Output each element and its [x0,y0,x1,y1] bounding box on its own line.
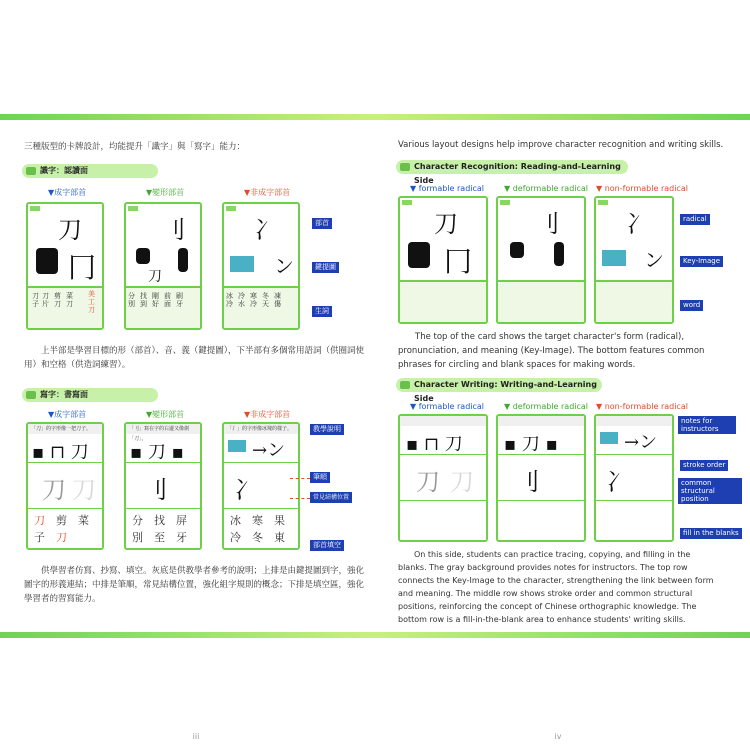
cell: 子 [34,531,45,544]
label-deformable: ▼ deformable radical [504,184,589,193]
tag-radical: 部首 [312,218,332,229]
writing-card [222,422,300,550]
word: 剪刀 [54,292,61,308]
label-nonformable: ▼ non-formable radical [596,402,688,411]
cell: 牙 [176,531,187,544]
card-radical: 冫 [626,210,650,238]
eye-icon [400,163,410,171]
tag-instructor-notes: notes for instructors [678,416,736,434]
card-radical: 刂 [162,216,186,244]
recognition-card [496,196,586,324]
word: 寒冷 [250,292,257,308]
ice-image [602,250,626,266]
card-words [224,286,298,328]
trace-character: 刀 [416,468,440,496]
word: 凍傷 [274,292,281,308]
word: 冷水 [238,292,245,308]
cell: 刀 [56,531,67,544]
cell: 屏 [176,514,187,527]
writing-card [398,414,488,542]
section-title: 寫字：書寫面 [40,390,88,399]
ice-image [228,440,246,452]
page-number: iii [192,732,200,741]
trace-character: 刂 [516,468,540,496]
fill-row [132,512,187,546]
word: 刀子 [32,292,39,308]
pencil-icon [26,391,36,399]
word: 剛好 [152,292,159,308]
label-deformable: ▼變形部首 [146,410,185,419]
cell: 菜 [78,514,89,527]
row-divider [224,462,298,463]
card-words [498,280,584,322]
section-title: Character Recognition: Reading-and-Learning Side [414,162,621,185]
tag-key-image: 鍵提圖 [312,262,339,273]
word: 刷牙 [176,292,183,308]
card-note [400,416,486,426]
card-tab [30,206,40,211]
card-words [126,286,200,328]
card-note: 「刂」寫在字的右邊又像劍「刀」。 [126,424,200,434]
fill-row [230,512,285,546]
recognition-card [26,202,104,330]
cell: 冬 [252,531,263,544]
recognition-card [594,196,674,324]
card-radical: 刂 [536,210,560,238]
card-character: 冂 [444,245,473,278]
label-deformable: ▼ deformable radical [504,402,589,411]
cell: 至 [154,531,165,544]
cell: 冷 [230,531,241,544]
word: 分別 [128,292,135,308]
top-row: →ン [624,432,658,453]
row-divider [224,508,298,509]
cell: 寒 [252,514,263,527]
left-para2: 供學習者仿寫、抄寫、填空。灰底是供教學者參考的說明；上排是由鍵提圖到字，強化圖字的形義連結；中排是筆順，常見結構位置，強化組字規則的概念；下排是填空區，強化學習者的習寫能力。 [24,566,365,604]
recognition-card [124,202,202,330]
card-words [28,286,102,328]
row-divider [28,508,102,509]
cell: 冰 [230,514,241,527]
right-intro: Various layout designs help improve character recognition and writing skills. [398,140,724,150]
row-divider [126,462,200,463]
card-tab [226,206,236,211]
tag-key-image: Key-Image [680,256,723,267]
row-divider [28,462,102,463]
recognition-card [222,202,300,330]
writing-card [124,422,202,550]
dash-line [290,478,310,479]
word: 冰冷 [226,292,233,308]
page-right [376,120,742,741]
tag-word: 生詞 [312,306,332,317]
row-divider [596,500,672,501]
cell: 別 [132,531,143,544]
cell: 東 [274,531,285,544]
right-section-recognition [396,160,628,185]
top-row: ▪ 刀 ▪ [504,434,558,455]
cleaver-image [36,248,58,274]
word: 前面 [164,292,171,308]
label-nonformable: ▼ non-formable radical [596,184,688,193]
card-words [400,280,486,322]
eye-icon [26,167,36,175]
tag-structure: 常見結構位置 [310,492,352,503]
card-tab [128,206,138,211]
cell: 剪 [56,514,67,527]
ice-image [230,256,254,272]
tag-fill-blank: fill in the blanks [680,528,742,539]
card-radical: 刀 [58,216,82,244]
card-character: ン [274,254,294,278]
left-para1: 上半部是學習目標的形（部首）、音、義（鍵提圖），下半部有多個常用語詞（供圈詞使用）和空格（供造詞練習）。 [24,346,365,370]
left-section-recognition [22,164,158,178]
cell: 刀 [34,514,45,527]
right-para1: The top of the card shows the target character's form (radical), pronunciation, and meaning (Key-Image). The bottom features common phrases for circling and blank spaces for making words. [398,332,705,370]
card-note: 「刀」的字形像一把刀子。 [28,424,102,434]
card-note [596,416,672,426]
writing-card [26,422,104,550]
trace-character: 冫 [606,468,630,496]
tag-radical: radical [680,214,710,225]
card-tab [500,200,510,205]
word: 找到 [140,292,147,308]
trace-character: 刀 [42,476,66,504]
card-radical: 冫 [254,216,278,244]
cleaver-image [554,242,564,266]
recognition-card [398,196,488,324]
label-nonformable: ▼非成字部首 [244,410,291,419]
row-divider [126,508,200,509]
section-title: 識字：認讀面 [40,166,88,175]
bottom-green-border [0,632,750,638]
label-deformable: ▼變形部首 [146,188,185,197]
row-divider [400,454,486,455]
top-row: ▪ ⊓ 刀 [406,434,463,455]
cell: 找 [154,514,165,527]
ice-image [600,432,618,444]
card-note [498,416,584,426]
tag-fill-blank: 部首填空 [310,540,344,551]
card-character: 冂 [68,251,97,284]
writing-card [594,414,674,542]
tag-instructor-notes: 教學說明 [310,424,344,435]
card-character: 刀 [148,269,162,285]
trace-character: 刂 [144,476,168,504]
right-para2: On this side, students can practice tracing, copying, and filling in the blanks. The gray background provides notes for instructors. The top row connects the Key-Image to the character, strengthening the link between form and meaning. The middle row shows stroke order and common structural positions, reinforcing the concept of Chinese orthographic knowledge. The bottom row is a fill-in-the-blank area to enhance students' writing skills. [398,550,714,624]
label-formable: ▼ formable radical [410,402,485,411]
row-divider [498,454,584,455]
card-note: 「冫」的字形像冰塊的樣子。 [224,424,298,434]
cleaver-image [408,242,430,268]
trace-character: 冫 [234,476,258,504]
card-tab [598,200,608,205]
card-tab [402,200,412,205]
cell: 果 [274,514,285,527]
row-divider [596,454,672,455]
tag-stroke-order: stroke order [680,460,728,471]
left-intro: 三種版型的卡牌設計，均能提升「識字」與「寫字」能力： [24,142,246,152]
cleaver-image [136,248,150,264]
cleaver-image [510,242,524,258]
word: 菜刀 [66,292,73,308]
row-divider [498,500,584,501]
tag-word: word [680,300,703,311]
section-title: Character Writing: Writing-and-Learning Side [414,380,597,403]
word: 冬天 [262,292,269,308]
word-red: 美工刀 [88,290,95,314]
dash-line [290,498,310,499]
left-section-writing [22,388,158,402]
top-row: →ン [252,440,286,461]
tag-structure: common structural position [678,478,742,504]
top-row: ▪ ⊓ 刀 [32,442,89,463]
writing-card [496,414,586,542]
top-row: ▪ 刀 ▪ [130,442,184,463]
trace-character: 刀 [72,476,96,504]
label-nonformable: ▼非成字部首 [244,188,291,197]
pencil-icon [400,381,410,389]
cell: 分 [132,514,143,527]
word: 刀片 [42,292,49,308]
label-formable: ▼ formable radical [410,184,485,193]
trace-character: 刀 [450,468,474,496]
fill-row [34,512,89,546]
cleaver-image [178,248,188,272]
card-words [596,280,672,322]
page-left [8,120,374,741]
label-formable: ▼成字部首 [48,410,87,419]
card-radical: 刀 [434,210,458,238]
tag-stroke-order: 筆順 [310,472,330,483]
row-divider [400,500,486,501]
card-character: ン [644,248,664,272]
label-formable: ▼成字部首 [48,188,87,197]
right-section-writing [396,378,602,403]
page-number: iv [554,732,562,741]
